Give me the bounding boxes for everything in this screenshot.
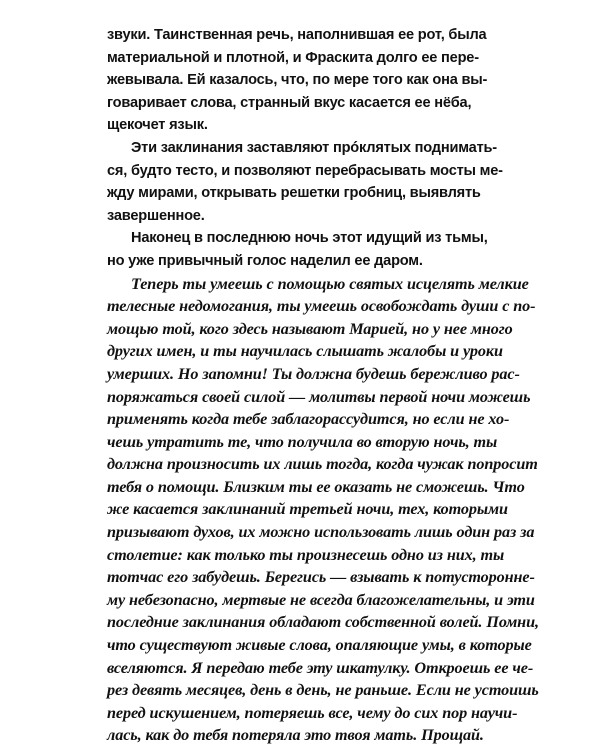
text-line: Наконец в последнюю ночь этот идущий из тьмы,	[131, 230, 488, 247]
text-line: вселяются. Я передаю тебе эту шкатулку. Откроешь ее че-	[107, 658, 534, 677]
paragraph-4-italic-speech	[107, 273, 539, 747]
text-line: тебя о помощи. Близким ты ее оказать не сможешь. Что	[107, 477, 525, 496]
text-line: телесные недомогания, ты умеешь освобождать души с по-	[107, 297, 536, 316]
paragraph-1	[107, 24, 517, 137]
text-line: лась, как до тебя потеряла это твоя мать. Прощай.	[107, 726, 484, 745]
text-line: других имен, и ты научилась слышать жалобы и уроки	[107, 342, 503, 361]
text-line: перед искушением, потеряешь все, чему до сих пор научи-	[107, 703, 518, 722]
text-line: Теперь ты умеешь с помощью святых исцелять мелкие	[131, 274, 529, 293]
text-line: рез девять месяцев, день в день, не раньше. Если не устоишь	[107, 681, 539, 700]
text-line: звуки. Таинственная речь, наполнившая ее рот, была	[107, 27, 487, 43]
text-line: говаривает слова, странный вкус касается ее нёба,	[107, 94, 472, 111]
text-line: материальной и плотной, и Фраскита долго ее пере-	[107, 49, 479, 66]
text-line: тотчас его забудешь. Берегись — взывать к потусторонне-	[107, 568, 535, 587]
text-line: ся, будто тесто, и позволяют перебрасывать мосты ме-	[107, 162, 503, 179]
text-line: что существуют живые слова, опаляющие умы, в которые	[107, 636, 532, 655]
text-line: столетие: как только ты произнесешь одно из них, ты	[107, 545, 505, 564]
text-line: должна произносить их лишь тогда, когда чужак попросит	[107, 455, 538, 474]
text-line: жевывала. Ей казалось, что, по мере того как она вы-	[107, 72, 488, 89]
text-line: Эти заклинания заставляют прóклятых поднимать-	[131, 139, 497, 156]
text-line: жду мирами, открывать решетки гробниц, выявлять	[107, 185, 481, 202]
text-line: умерших. Но запомни! Ты должна будешь бережливо рас-	[107, 364, 520, 383]
text-line: щекочет язык.	[107, 117, 208, 134]
text-line: чешь утратить те, что получила во вторую ночь, ты	[107, 432, 498, 451]
paragraph-2	[107, 137, 517, 227]
text-line: применять когда тебе заблагорассудится, но если не хо-	[107, 410, 510, 429]
text-line: завершенное.	[107, 207, 205, 224]
text-line: призывают духов, их можно использовать лишь один раз за	[107, 523, 535, 542]
paragraph-3	[107, 227, 517, 272]
text-line: но уже привычный голос наделил ее даром.	[107, 252, 423, 269]
text-line: же касается заклинаний третьей ночи, тех, которыми	[107, 500, 508, 519]
text-line: му небезопасно, мертвые не всегда благожелательны, и эти	[107, 590, 535, 609]
page-text	[107, 24, 539, 747]
text-line: мощью той, кого здесь называют Марией, но у нее много	[107, 319, 513, 338]
text-line: последние заклинания обладают собственной волей. Помни,	[107, 613, 539, 632]
text-line: поряжаться своей силой — молитвы первой ночи можешь	[107, 387, 531, 406]
